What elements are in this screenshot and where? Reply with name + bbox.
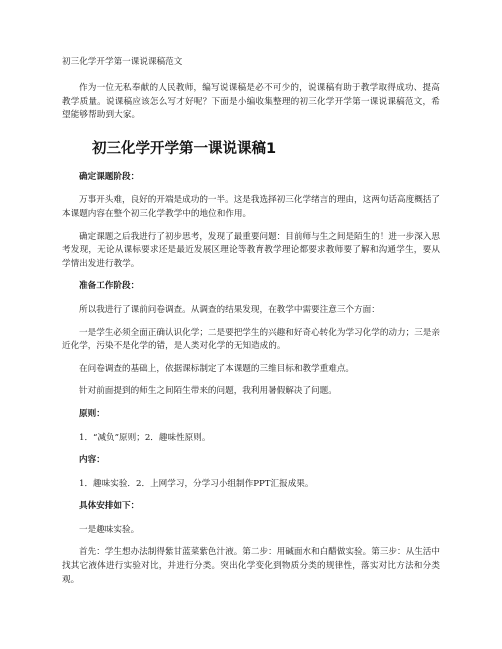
subheading-content: 内容： — [79, 455, 105, 466]
subheading-topic-stage: 确定课题阶段： — [79, 171, 140, 182]
section-content — [62, 171, 440, 587]
paragraph: 万事开头难，良好的开端是成功的一半。这是我选择初三化学绪言的理由，这两句话高度概括了本课题内容在整个初三化学教学中的地位和作用。 — [62, 195, 440, 219]
subheading-arrangement: 具体安排如下： — [79, 501, 140, 512]
content-list: 1．趣味实验．2．上网学习，分学习小组制作PPT汇报成果。 — [79, 478, 314, 489]
paragraph: 首先：学生想办法制得紫甘蓝菜紫色汁液。第二步：用碱面水和白醋做实验。第三步：从生活中找其它液体进行实验对比，并进行分类。突出化学变化到物质分类的规律性，落实对比方法和分类观。 — [62, 547, 440, 585]
subheading-prep-stage: 准备工作阶段： — [79, 281, 140, 292]
paragraph: 一是学生必须全面正确认识化学；二是要把学生的兴趣和好奇心转化为学习化学的动力；三是亲近化学，污染不是化学的错，是人类对化学的无知造成的。 — [62, 327, 440, 352]
paragraph: 在问卷调查的基础上，依据课标制定了本课题的三维目标和教学重难点。 — [79, 363, 355, 374]
principles-list: 1．“减负”原则；2．趣味性原则。 — [79, 432, 211, 443]
paragraph: 针对前面提到的师生之间陌生带来的问题，我利用暑假解决了问题。 — [79, 386, 337, 397]
subheading-principles: 原则： — [79, 408, 105, 419]
arrangement-item: 一是趣味实验。 — [79, 524, 140, 535]
intro-paragraph: 作为一位无私奉献的人民教师，编写说课稿是必不可少的，说课稿有助于教学取得成功、提高教学质量。说课稿应该怎么写才好呢？下面是小编收集整理的初三化学开学第一课说课稿范文，希望能够帮助到大家。 — [62, 83, 440, 121]
section-heading: 初三化学开学第一课说课稿1 — [92, 140, 277, 157]
paragraph: 确定课题之后我进行了初步思考，发现了最重要问题：目前师与生之间是陌生的！进一步深入思考发现，无论从课标要求还是最近发展区理论等教育教学理论都要求教师要了解和沟通学生，要从学情出发进行教学。 — [62, 231, 440, 269]
document-title: 初三化学开学第一课说课稿范文 — [62, 57, 183, 67]
paragraph: 所以我进行了课前问卷调查。从调查的结果发现，在教学中需要注意三个方面： — [79, 304, 380, 315]
